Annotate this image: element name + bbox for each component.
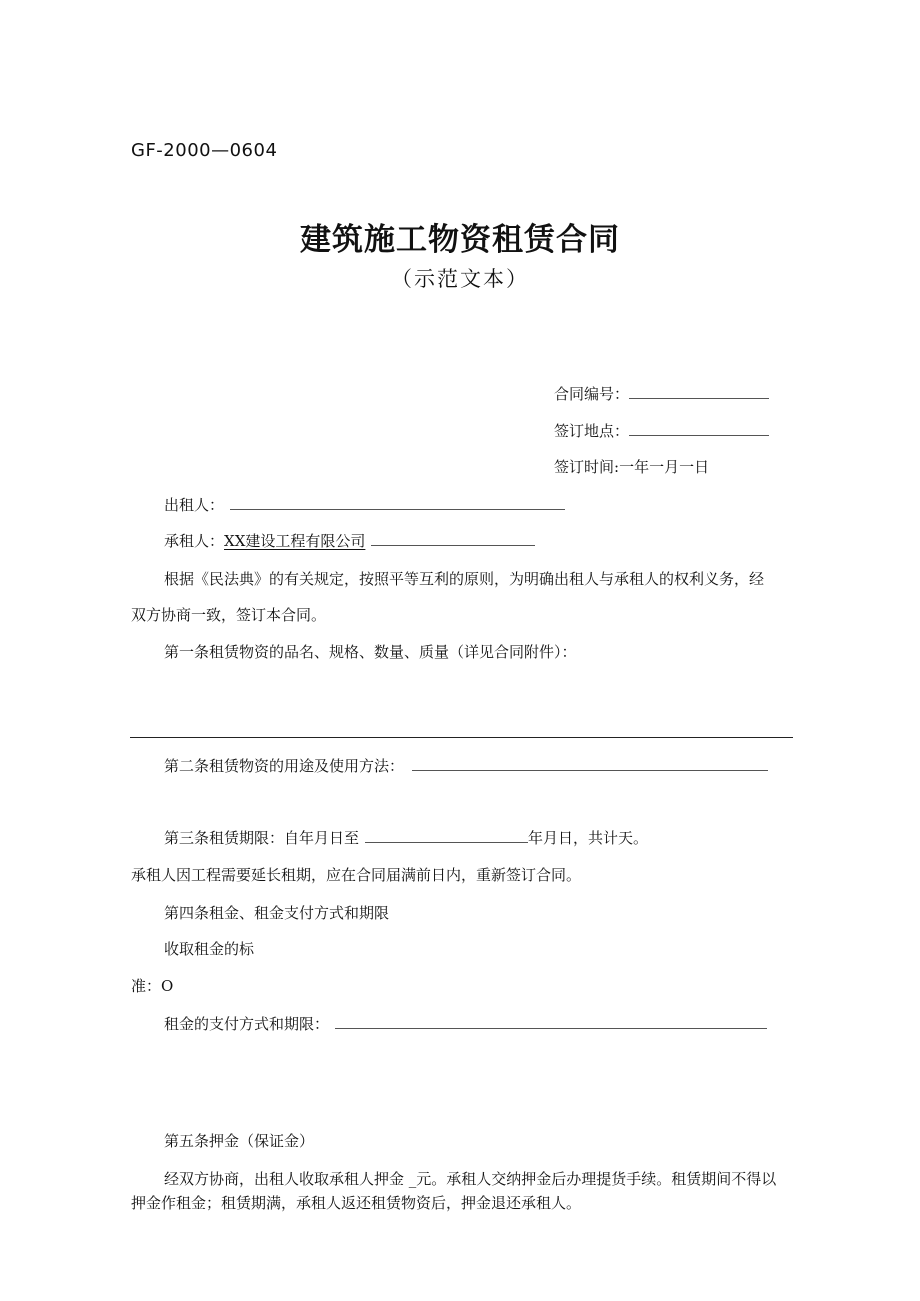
article-2-blank: [412, 758, 768, 771]
article-3-row: [164, 827, 648, 848]
lessor-blank: [230, 497, 565, 510]
article-5-text-1: 经双方协商，出租人收取承租人押金 _元。承租人交纳押金后办理提货手续。租赁期间不得以: [164, 1170, 777, 1188]
lessee-row: [164, 530, 535, 551]
contract-number-row: [554, 383, 769, 404]
preamble-line-2: 双方协商一致，签订本合同。: [131, 606, 327, 624]
lessee-blank: [371, 533, 535, 546]
sign-place-row: [554, 420, 769, 441]
article-3-blank: [365, 830, 528, 843]
article-3-part-1: 第三条租赁期限：自年月日至: [164, 829, 360, 847]
sign-time-value: 一年一月一日: [619, 458, 710, 476]
article-4-standard-2: 准：O: [131, 977, 174, 995]
lessee-value: XX建设工程有限公司: [224, 532, 366, 550]
article-3-extension: 承租人因工程需要延长租期，应在合同届满前日内，重新签订合同。: [131, 866, 582, 884]
article-5: 第五条押金（保证金）: [164, 1132, 315, 1150]
article-2: 第二条租赁物资的用途及使用方法：: [164, 757, 405, 775]
article-1: 第一条租赁物资的品名、规格、数量、质量（详见合同附件）：: [164, 643, 577, 661]
article-4-payment-blank: [335, 1016, 767, 1029]
sign-time-row: [554, 456, 709, 477]
article-2-row: [164, 755, 768, 776]
sign-place-label: 签订地点：: [554, 422, 630, 440]
article-4-payment-row: [164, 1013, 767, 1034]
sign-place-blank: [629, 423, 769, 436]
article-1-rule: [130, 737, 793, 738]
document-code: GF-2000—0604: [131, 140, 278, 161]
article-5-text-2: 押金作租金；租赁期满，承租人返还租赁物资后，押金退还承租人。: [131, 1194, 582, 1212]
document-subtitle: （示范文本）: [391, 267, 529, 291]
article-4: 第四条租金、租金支付方式和期限: [164, 904, 390, 922]
sign-time-label: 签订时间:: [554, 458, 620, 476]
contract-number-blank: [629, 386, 769, 399]
article-4-payment: 租金的支付方式和期限：: [164, 1015, 330, 1033]
lessor-label: 出租人：: [164, 496, 225, 514]
preamble-line-1: 根据《民法典》的有关规定，按照平等互利的原则，为明确出租人与承租人的权利义务，经: [164, 570, 765, 588]
article-4-standard-1: 收取租金的标: [164, 940, 255, 958]
lessee-label: 承租人：: [164, 532, 225, 550]
document-title: 建筑施工物资租赁合同: [300, 222, 620, 258]
article-3-part-2: 年月日，共计天。: [528, 829, 649, 847]
lessor-row: [164, 494, 565, 515]
contract-number-label: 合同编号：: [554, 385, 630, 403]
